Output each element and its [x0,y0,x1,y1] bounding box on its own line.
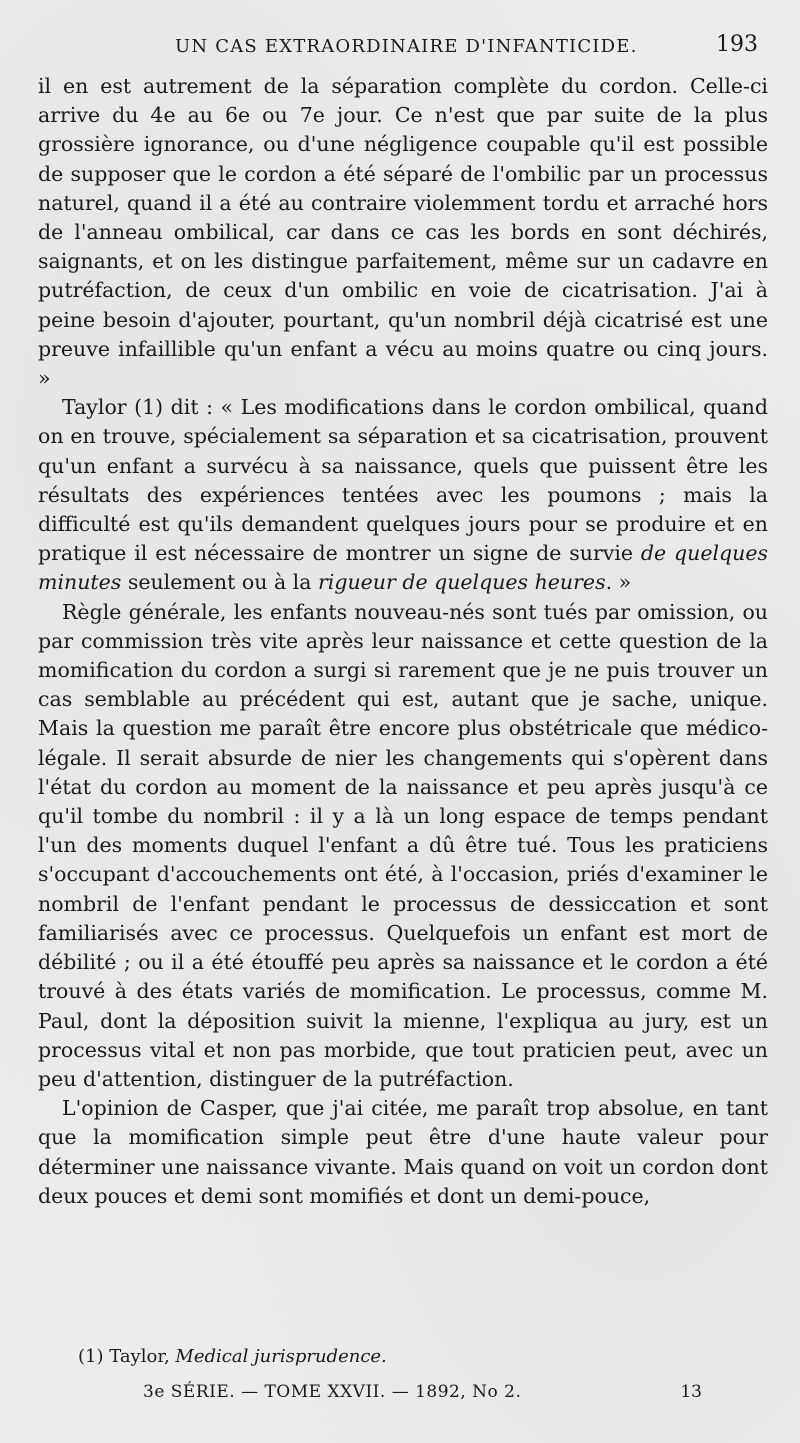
paragraph-2-part-b: seulement ou à la [121,570,318,595]
page-header [40,30,760,64]
page-footer [40,1380,760,1410]
signature-number: 13 [680,1382,702,1402]
footnote [78,1346,387,1367]
paragraph-3: Règle générale, les enfants nouveau-nés sont tués par omission, ou par commission très vite après leur naissance et cette question de la momification du cordon a surgi si rarement que je ne puis trouver un cas semblable au précédent qui est, autant que je sache, unique. Mais la question me paraît être encore plus obstétricale que médico-légale. Il serait absurde de nier les changements qui s'opèrent dans l'état du cordon au moment de la naissance et peu après jusqu'à ce qu'il tombe du nombril : il y a là un long espace de temps pendant l'un des moments duquel l'enfant a dû être tué. Tous les praticiens s'occupant d'accouchements ont été, à l'occasion, priés d'examiner le nombril de l'enfant pendant le processus de dessiccation et sont familiarisés avec ce processus. Quelquefois un enfant est mort de débilité ; ou il a été étouffé peu après sa naissance et le cordon a été trouvé à des états variés de momification. Le processus, comme M. Paul, dont la déposition suivit la mienne, l'expliqua au jury, est un processus vital et non pas morbide, que tout praticien peut, avec un peu d'attention, distinguer de la putréfaction. [38,599,768,1091]
paragraph-2-part-c: . » [605,570,632,595]
series-line: 3e SÉRIE. — TOME XXVII. — 1892, No 2. [143,1382,522,1402]
emphasis-quelques-minutes: de quelques minutes [38,541,768,595]
footnote-title: Medical jurisprudence. [175,1346,387,1367]
body-text [38,72,768,1211]
paragraph-2 [38,393,768,597]
paragraph-1: il en est autrement de la séparation complète du cordon. Celle-ci arrive du 4e au 6e ou 7e jour. Ce n'est que par suite de la plus grossière ignorance, ou d'une négligence coupable qu'il est possible de supposer que le cordon a été séparé de l'ombilic par un processus naturel, quand il a été au contraire violemment tordu et arraché hors de l'anneau ombilical, car dans ce cas les bords en sont déchirés, saignants, et on les distingue parfaitement, même sur un cadavre en putréfaction, de ceux d'un ombilic en voie de cicatrisation. J'ai à peine besoin d'ajouter, pourtant, qu'un nombril déjà cicatrisé est une preuve infaillible qu'un enfant a vécu au moins quatre ou cinq jours. » [38,74,768,391]
emphasis-rigueur: rigueur de quelques heures [317,570,606,595]
running-head: UN CAS EXTRAORDINAIRE D'INFANTICIDE. [175,36,638,57]
footnote-marker: (1) Taylor, [78,1346,176,1367]
paragraph-4: L'opinion de Casper, que j'ai citée, me paraît trop absolue, en tant que la momification simple peut être d'une haute valeur pour déterminer une naissance vivante. Mais quand on voit un cordon dont deux pouces et demi sont momifiés et dont un demi-pouce, [38,1096,768,1208]
page-number: 193 [716,32,758,57]
paragraph-2-part-a: Taylor (1) dit : « Les modifications dans le cordon ombilical, quand on en trouve, spécialement sa séparation et sa cicatrisation, prouvent qu'un enfant a survécu à sa naissance, quels que puissent être les résultats des expériences tentées avec les poumons ; mais la difficulté est qu'ils demandent quelques jours pour se produire et en pratique il est nécessaire de montrer un signe de survie [38,395,768,566]
